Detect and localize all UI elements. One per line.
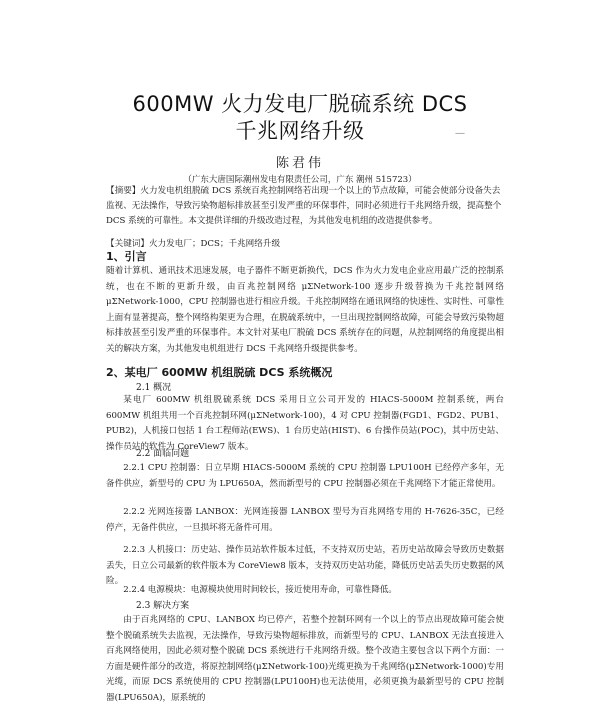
subsection-2-1: 2.1 概况 xyxy=(136,383,172,393)
subsection-2-2: 2.2 面临问题 xyxy=(136,449,190,459)
abstract: 【摘要】火力发电机组脱硫 DCS 系统百兆控制网络若出现一个以上的节点故障，可能会使部分设备失去监视、无法操作，导致污染物超标排放甚至引发严重的环保事件，同时必须进行千兆网络升级，提高整个 DCS 系统的可靠性。本文提供详细的升级改造过程，为其他发电机组的改造提供参考。 xyxy=(106,186,502,226)
keywords: 【关键词】火力发电厂；DCS；千兆网络升级 xyxy=(106,239,281,249)
subsection-2-3: 2.3 解决方案 xyxy=(136,601,190,611)
author-name: 陈君伟 xyxy=(275,156,324,171)
paragraph-2-2-3: 2.2.3 人机接口：历史站、操作员站软件版本过低，不支持双历史站，若历史站故障会导致历史数据丢失，日立公司最新的软件版本为 CoreView8 版本，支持双历史站功能，降低历史站丢失历史数据的风险。 xyxy=(106,545,504,587)
intro-paragraph: 随着计算机、通讯技术迅速发展，电子器件不断更新换代，DCS 作为火力发电企业应用最广泛的控制系统，也在不断的更新升级，由百兆控制网络 μΣNetwork-100 逐步升级替换为千兆控制网络 μΣNetwork-1000，CPU 控制器也进行相应升级。千兆控制网络在通讯网络的快速性、实时性、可靠性上面有显著提高，整个网络构架更为合理，在脱硫系统中，一旦出现控制网络故障，可能会导致污染物超标排放甚至引发严重的环保事件。本文针对某电厂脱硫 DCS 系统存在的问题，从控制网络的角度提出相关的解决方案，为其他发电机组进行 DCS 千兆网络升级提供参考。 xyxy=(106,266,504,354)
scan-mark: — xyxy=(455,128,465,139)
paper-title-line2: 千兆网络升级 xyxy=(235,119,365,143)
section-heading-1: 1、引言 xyxy=(106,250,147,263)
paragraph-2-2-2: 2.2.2 光网连接器 LANBOX：光网连接器 LANBOX 型号为百兆网络专用的 H-7626-35C，已经停产，无备件供应，一旦损坏将无备件可用。 xyxy=(106,507,504,533)
paragraph-2-1: 某电厂 600MW 机组脱硫系统 DCS 采用日立公司开发的 HIACS-5000M 控制系统，两台 600MW 机组共用一个百兆控制环网(μΣNetwork-100)，4 对 CPU 控制器(FGD1、FGD2、PUB1、PUB2)，人机接口包括 1 台工程师站(EWS)、1 台历史站(HIST)、6 台操作员站(POC)，其中历史站、操作员站的软件为 CoreView7 版本。 xyxy=(106,395,504,452)
author-affiliation: （广东大唐国际潮州发电有限责任公司，广东 潮州 515723） xyxy=(183,175,417,185)
paragraph-2-3: 由于百兆网络的 CPU、LANBOX 均已停产，若整个控制环网有一个以上的节点出现故障可能会使整个脱硫系统失去监视，无法操作，导致污染物超标排放，而新型号的 CPU、LANBOX 无法直接进入百兆网络使用，因此必须对整个脱硫 DCS 系统进行千兆网络升级。整个改造主要包含以下两个方面：一方面是硬件部分的改造，将原控制网络(μΣNetwork-100)光缆更换为千兆网络(μΣNetwork-1000)专用光缆，而原 DCS 系统使用的 CPU 控制器(LPU100H)也无法使用，必须更换为最新型号的 CPU 控制器(LPU650A)，原系统的 xyxy=(106,615,504,703)
section-heading-2: 2、某电厂 600MW 机组脱硫 DCS 系统概况 xyxy=(106,366,333,379)
paragraph-2-2-4: 2.2.4 电源模块：电源模块使用时间较长，接近使用寿命，可靠性降低。 xyxy=(123,585,398,595)
paper-title-line1: 600MW 火力发电厂脱硫系统 DCS xyxy=(132,92,468,116)
paragraph-2-2-1: 2.2.1 CPU 控制器：日立早期 HIACS-5000M 系统的 CPU 控制器 LPU100H 已经停产多年，无备件供应，新型号的 CPU 为 LPU650A，然而新型号的 CPU 控制器必须在千兆网络下才能正常使用。 xyxy=(106,463,504,489)
